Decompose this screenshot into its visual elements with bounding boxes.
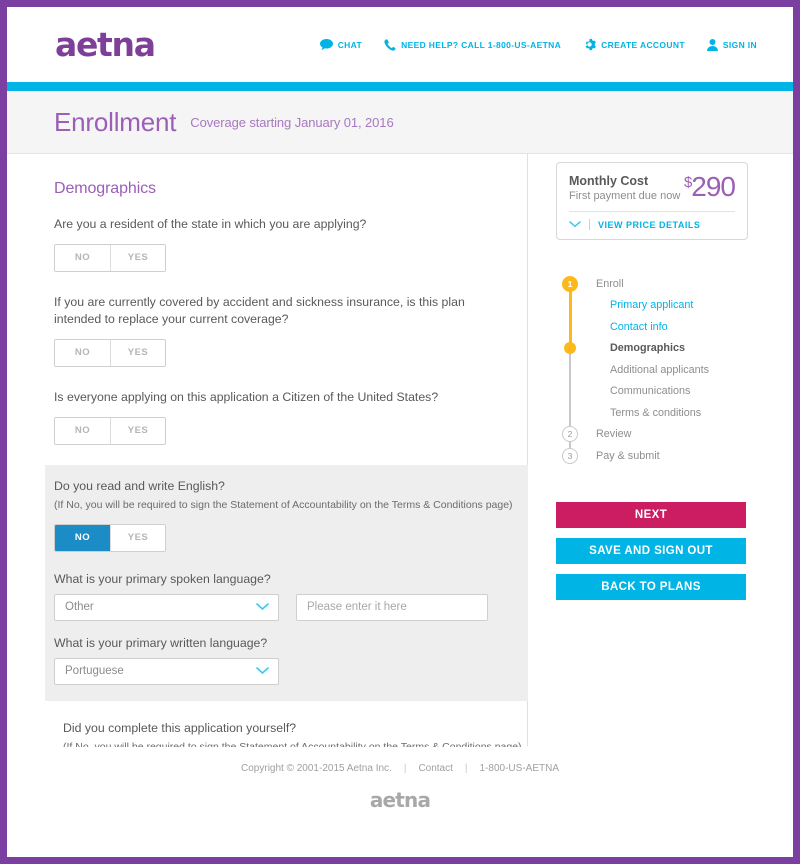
view-price-details-label: VIEW PRICE DETAILS xyxy=(598,219,701,230)
question-text: Did you complete this application yourself? xyxy=(63,720,297,735)
divider: | xyxy=(403,763,407,774)
substep-label[interactable]: Terms & conditions xyxy=(610,406,702,419)
site-header xyxy=(7,7,793,82)
nav-create-account[interactable] xyxy=(583,38,685,51)
substep-label[interactable]: Additional applicants xyxy=(610,363,710,376)
written-language-value: Portuguese xyxy=(65,665,124,678)
nav-chat[interactable] xyxy=(320,39,362,50)
save-and-sign-out-button[interactable]: SAVE AND SIGN OUT xyxy=(556,538,746,564)
substep-label[interactable]: Primary applicant xyxy=(610,299,694,312)
nav-need-help-label: NEED HELP? CALL 1-800-US-AETNA xyxy=(401,39,562,50)
substep-contact-info[interactable] xyxy=(556,316,748,338)
nav-sign-in-label: SIGN IN xyxy=(722,39,757,50)
footer-phone[interactable]: 1-800-US-AETNA xyxy=(479,763,559,774)
spoken-language-other-input[interactable] xyxy=(296,594,488,621)
footer-aetna-logo: aetna xyxy=(369,788,431,812)
substep-label[interactable]: Demographics xyxy=(610,342,685,355)
step-number: 1 xyxy=(562,276,578,292)
phone-icon xyxy=(384,39,396,51)
chevron-down-icon xyxy=(256,667,269,675)
toggle-option-yes[interactable]: YES xyxy=(110,340,165,366)
written-language-select[interactable] xyxy=(54,658,279,685)
substep-terms-conditions[interactable] xyxy=(556,402,748,424)
yes-no-toggle-1[interactable] xyxy=(54,244,166,272)
spoken-language-label: What is your primary spoken language? xyxy=(54,571,271,586)
coverage-start-date: Coverage starting January 01, 2016 xyxy=(190,114,394,130)
section-title: Demographics xyxy=(54,180,156,197)
toggle-option-yes[interactable]: YES xyxy=(110,245,165,271)
divider xyxy=(589,219,590,230)
toggle-option-yes[interactable]: YES xyxy=(110,418,165,444)
user-icon xyxy=(707,39,718,51)
divider: | xyxy=(464,763,468,774)
question-block-2 xyxy=(7,272,527,367)
yes-no-toggle-2[interactable] xyxy=(54,339,166,367)
form-column xyxy=(7,154,527,793)
monthly-cost-card xyxy=(556,162,748,240)
cost-summary xyxy=(569,171,735,202)
toggle-option-no[interactable]: NO xyxy=(55,245,110,271)
cost-card-divider xyxy=(569,211,735,212)
back-to-plans-button[interactable]: BACK TO PLANS xyxy=(556,574,746,600)
step-label: Pay & submit xyxy=(596,449,660,462)
chevron-down-icon xyxy=(569,220,581,230)
nav-create-account-label: CREATE ACCOUNT xyxy=(601,39,685,50)
site-footer xyxy=(7,747,793,857)
gear-icon xyxy=(583,38,596,51)
toggle-option-no[interactable]: NO xyxy=(55,418,110,444)
page-title-band xyxy=(7,91,793,154)
footer-links xyxy=(241,763,559,774)
accent-bar xyxy=(7,82,793,91)
nav-need-help[interactable] xyxy=(384,39,561,51)
substep-label[interactable]: Communications xyxy=(610,385,691,398)
written-language-row xyxy=(54,658,528,685)
page-title: Enrollment xyxy=(54,106,177,137)
nav-sign-in[interactable] xyxy=(707,39,757,51)
question-text: Do you read and write English? xyxy=(54,478,225,493)
chevron-down-icon xyxy=(256,603,269,611)
step-enroll[interactable] xyxy=(556,273,748,295)
question-block-1 xyxy=(7,198,527,272)
question-block-4 xyxy=(45,465,528,701)
footer-copyright: Copyright © 2001-2015 Aetna Inc. xyxy=(241,763,392,774)
step-review[interactable] xyxy=(556,424,748,446)
question-block-3 xyxy=(7,367,527,445)
yes-no-toggle-4[interactable] xyxy=(54,524,166,552)
written-language-label: What is your primary written language? xyxy=(54,635,268,650)
current-step-dot xyxy=(564,342,576,354)
footer-contact-link[interactable]: Contact xyxy=(418,763,453,774)
toggle-option-yes[interactable]: YES xyxy=(110,525,165,551)
substep-additional-applicants[interactable] xyxy=(556,359,748,381)
toggle-option-no[interactable]: NO xyxy=(55,525,110,551)
step-label: Review xyxy=(596,428,632,441)
substep-label[interactable]: Contact info xyxy=(610,320,668,333)
step-pay-submit[interactable] xyxy=(556,445,748,467)
question-text: Is everyone applying on this application a Citizen of the United States? xyxy=(54,389,439,404)
sidebar-column xyxy=(556,154,748,600)
step-number: 3 xyxy=(562,448,578,464)
progress-stepper xyxy=(556,273,748,467)
question-text: If you are currently covered by accident and sickness insurance, is this plan intended to replace your current coverage? xyxy=(54,294,465,326)
chat-icon xyxy=(320,39,333,50)
yes-no-toggle-3[interactable] xyxy=(54,417,166,445)
step-label: Enroll xyxy=(596,277,624,290)
step-number: 2 xyxy=(562,426,578,442)
substep-demographics[interactable] xyxy=(556,338,748,360)
toggle-option-no[interactable]: NO xyxy=(55,340,110,366)
cost-value: 290 xyxy=(691,171,735,202)
spoken-language-value: Other xyxy=(65,601,94,614)
substep-communications[interactable] xyxy=(556,381,748,403)
aetna-logo[interactable]: aetna xyxy=(55,25,155,64)
currency-symbol: $ xyxy=(683,174,692,191)
next-button[interactable]: NEXT xyxy=(556,502,746,528)
page-body xyxy=(7,154,793,746)
substep-primary-applicant[interactable] xyxy=(556,295,748,317)
view-price-details-button[interactable] xyxy=(569,219,735,230)
question-text: Are you a resident of the state in which you are applying? xyxy=(54,217,367,231)
cost-sublabel: First payment due now xyxy=(569,190,681,202)
cost-text-group xyxy=(569,174,680,202)
header-nav xyxy=(320,38,757,51)
cost-label: Monthly Cost xyxy=(569,174,649,188)
cost-amount xyxy=(683,171,735,202)
spoken-language-row xyxy=(54,594,528,621)
spoken-language-select[interactable] xyxy=(54,594,279,621)
nav-chat-label: CHAT xyxy=(337,39,363,50)
question-note: (If No, you will be required to sign the Statement of Accountability on the Terms & Conditions page) xyxy=(54,498,513,511)
